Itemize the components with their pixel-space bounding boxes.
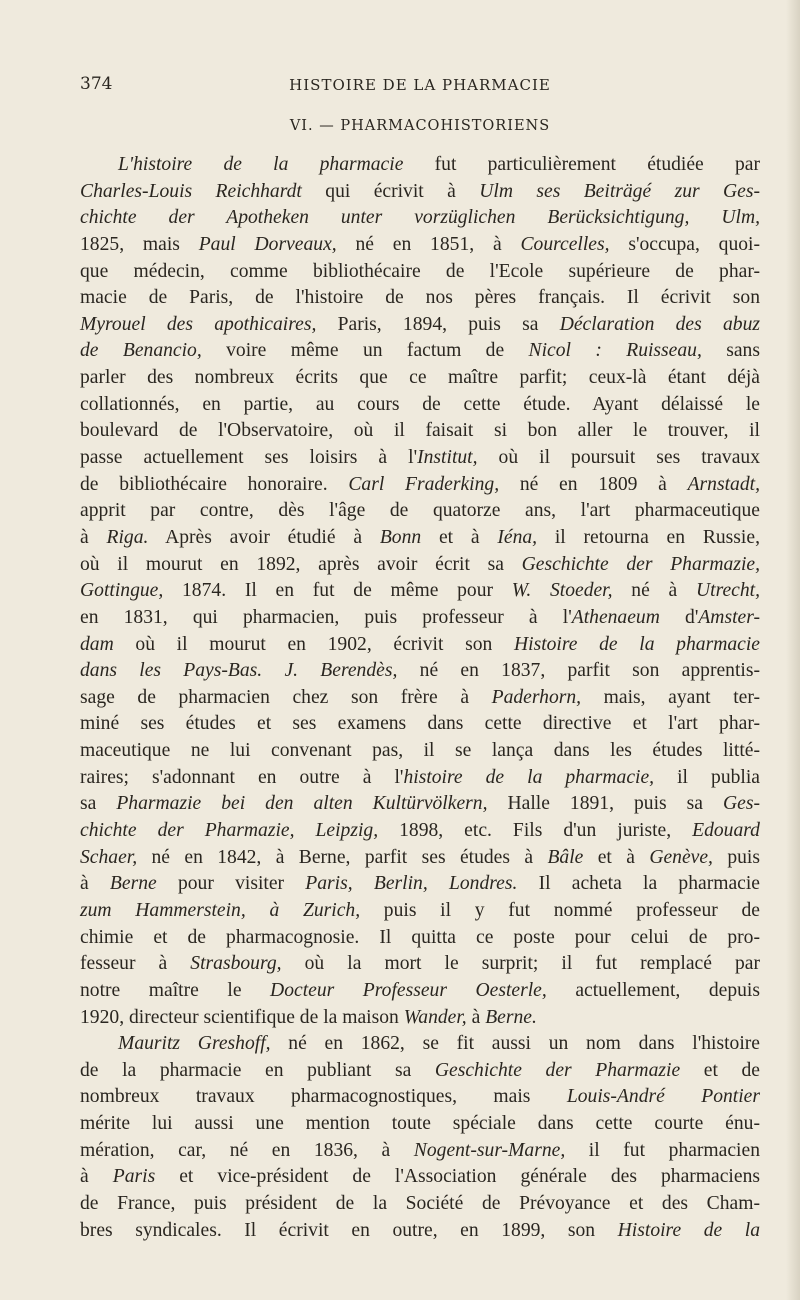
italic-phrase: L'histoire de la pharmacie (118, 154, 404, 175)
text-line (80, 498, 760, 525)
text-run: à (466, 1006, 486, 1028)
text-run: bres syndicales. Il écrivit en outre, en 1899, son (80, 1219, 618, 1241)
italic-phrase: Berne. (485, 1006, 537, 1028)
italic-phrase: Utrecht, (695, 580, 760, 602)
text-run: passe actuellement ses loisirs à l' (80, 447, 418, 469)
italic-phrase: Geschichte der Pharmazie (434, 1059, 681, 1081)
text-run: miné ses études et ses examens dans cette directive et l'art phar- (80, 713, 760, 735)
text-run: fut particulièrement étudiée par (403, 154, 760, 175)
text-run: né à (612, 580, 696, 602)
text-run: nombreux travaux pharmacognostiques, mais (80, 1086, 567, 1108)
text-line (80, 418, 760, 445)
text-run: et à (583, 846, 650, 868)
text-line (80, 338, 760, 365)
text-line (80, 1005, 760, 1032)
text-line (80, 525, 760, 552)
text-run (689, 207, 721, 228)
text-line (80, 738, 760, 765)
text-run: chimie et de pharmacognosie. Il quitta ce poste pour celui de pro- (80, 926, 760, 948)
text-run: que médecin, comme bibliothécaire de l'Ecole supérieure de phar- (80, 260, 760, 282)
text-run: de bibliothécaire honoraire. (80, 473, 349, 495)
italic-phrase: Paris (112, 1166, 156, 1188)
italic-phrase: Mauritz Greshoff, (118, 1033, 271, 1055)
text-line (80, 632, 760, 659)
italic-phrase: Arnstadt, (687, 473, 760, 495)
italic-phrase: Riga. (106, 526, 149, 548)
text-line (80, 845, 760, 872)
italic-phrase: Strasbourg, (190, 953, 282, 975)
text-run: qui écrivit à (301, 180, 480, 202)
text-run: sa (80, 793, 117, 815)
text-run: s'occupa, quoi- (609, 233, 761, 255)
text-line (80, 711, 760, 738)
text-line (80, 658, 760, 685)
text-run: et vice-président de l'Association générale des pharmaciens (155, 1166, 760, 1188)
italic-phrase: Paul Dorveaux, (198, 233, 337, 255)
italic-phrase: Nicol : Ruisseau, (528, 340, 702, 362)
text-run: boulevard de l'Observatoire, où il faisait si bon aller le trouver, il (80, 420, 760, 442)
text-run: Halle 1891, puis sa (487, 793, 723, 815)
text-line (80, 1218, 760, 1245)
text-run: en 1831, qui pharmacien, puis professeur à l' (80, 606, 572, 628)
italic-phrase: W. Stoeder, (511, 580, 613, 602)
text-run: voire même un factum de (201, 340, 529, 362)
text-run: raires; s'adonnant en outre à l' (80, 766, 404, 788)
text-line (80, 152, 760, 179)
text-line (80, 578, 760, 605)
italic-phrase: Carl Fraderking, (348, 473, 500, 495)
italic-phrase: Gottingue, (80, 580, 164, 602)
italic-phrase: Pharmazie bei den alten Kultürvölkern, (116, 793, 488, 815)
text-line (80, 1191, 760, 1218)
italic-phrase: chichte der Pharmazie, Leipzig, (80, 820, 379, 842)
text-line (80, 472, 760, 499)
text-line (80, 392, 760, 419)
text-run: pour visiter (156, 873, 306, 895)
italic-phrase: Charles-Louis Reichhardt (80, 180, 302, 202)
italic-phrase: Bâle (547, 846, 584, 868)
italic-phrase: Paris, Berlin, Londres. (305, 873, 518, 895)
italic-phrase: Berne (109, 873, 157, 895)
text-run: il publia (654, 766, 760, 788)
italic-phrase: Ulm ses Beiträgé zur Ges- (479, 180, 761, 202)
text-run: maceutique ne lui convenant pas, il se lança dans les études litté- (80, 740, 760, 762)
text-line (80, 898, 760, 925)
text-line (80, 685, 760, 712)
text-line (80, 1164, 760, 1191)
text-run: à (80, 873, 110, 895)
text-run: né en 1837, parfit son apprentis- (397, 660, 760, 682)
italic-phrase: Courcelles, (520, 233, 610, 255)
text-run: 1898, etc. Fils d'un juriste, (378, 820, 693, 842)
text-line (80, 365, 760, 392)
italic-phrase: Docteur Professeur Oesterle, (270, 979, 547, 1001)
text-run: mération, car, né en 1836, à (80, 1139, 414, 1161)
text-line (80, 1084, 760, 1111)
text-run: fesseur à (80, 953, 191, 975)
text-run: 1874. Il en fut de même pour (163, 580, 512, 602)
text-run: de France, puis président de la Société de Prévoyance et des Cham- (80, 1192, 760, 1214)
text-run: notre maître le (80, 979, 271, 1001)
text-line (80, 1031, 760, 1058)
text-run: où il mourut en 1892, après avoir écrit sa (80, 553, 522, 575)
text-run: il fut pharmacien (565, 1139, 760, 1161)
text-line (80, 445, 760, 472)
text-line (80, 951, 760, 978)
italic-phrase: histoire de la pharmacie, (403, 766, 655, 788)
text-run: Il acheta la pharmacie (517, 873, 760, 895)
italic-phrase: Schaer, (80, 846, 138, 868)
text-line (80, 285, 760, 312)
italic-phrase: Déclaration des abuz (559, 313, 760, 335)
text-run: et de (680, 1059, 760, 1081)
italic-phrase: Wander, (403, 1006, 467, 1028)
text-run: où il mourut en 1902, écrivit son (113, 633, 514, 655)
text-run: apprit par contre, dès l'âge de quatorze ans, l'art pharmaceutique (80, 500, 760, 522)
text-run: il retourna en Russie, (537, 526, 760, 548)
text-line (80, 1111, 760, 1138)
text-run: Paris, 1894, puis sa (316, 313, 560, 335)
text-run: puis (712, 846, 760, 868)
italic-phrase: Institut, (417, 447, 478, 469)
text-run: sage de pharmacien chez son frère à (80, 686, 492, 708)
text-run: né en 1862, se fit aussi un nom dans l'histoire (270, 1033, 760, 1055)
italic-phrase: Myrouel des apothicaires, (80, 313, 317, 335)
text-run: sans (701, 340, 760, 362)
text-line (80, 978, 760, 1005)
text-run: à (80, 526, 107, 548)
text-line (80, 179, 760, 206)
text-run: parler des nombreux écrits que ce maître parfit; ceux-là étant déjà (80, 367, 760, 389)
text-run: où la mort le surprit; il fut remplacé par (281, 953, 761, 975)
page-number: 374 (80, 74, 113, 94)
italic-phrase: Athenaeum (571, 606, 660, 628)
italic-phrase: dam (80, 633, 114, 655)
text-run: de la pharmacie en publiant sa (80, 1059, 435, 1081)
text-run: puis il y fut nommé professeur de (360, 899, 760, 921)
text-line (80, 312, 760, 339)
text-line (80, 552, 760, 579)
text-line (80, 871, 760, 898)
text-line (80, 791, 760, 818)
italic-phrase: Histoire de la (617, 1219, 761, 1241)
italic-phrase: Bonn (379, 526, 422, 548)
text-line (80, 1058, 760, 1085)
text-line (80, 259, 760, 286)
text-run: macie de Paris, de l'histoire de nos pères français. Il écrivit son (80, 287, 760, 309)
italic-phrase: Ges- (722, 793, 760, 815)
italic-phrase: zum Hammerstein, à Zurich, (80, 899, 361, 921)
italic-phrase: Genève, (649, 846, 713, 868)
text-run: mérite lui aussi une mention toute spéciale dans cette courte énu- (80, 1113, 760, 1135)
italic-phrase: Histoire de la pharmacie (513, 633, 760, 655)
italic-phrase: de Benancio, (80, 340, 202, 362)
italic-phrase: Amster- (698, 606, 760, 628)
text-run: Après avoir étudié à (148, 526, 380, 548)
text-run: né en 1851, à (336, 233, 521, 255)
text-line (80, 605, 760, 632)
text-run: où il poursuit ses travaux (477, 447, 760, 469)
text-run: mais, ayant ter- (581, 686, 760, 708)
running-head: HISTOIRE DE LA PHARMACIE (289, 76, 551, 94)
text-run: et à (421, 526, 498, 548)
text-run: à (80, 1166, 113, 1188)
text-run: 1920, directeur scientifique de la maison (80, 1006, 404, 1028)
italic-phrase: Edouard (692, 820, 760, 842)
italic-phrase: Geschichte der Pharmazie, (521, 553, 760, 575)
page-edge-shadow (786, 0, 800, 1300)
italic-phrase: Paderhorn, (491, 686, 582, 708)
italic-phrase: Iéna, (497, 526, 538, 548)
text-run: d' (659, 606, 699, 628)
page-header (80, 74, 760, 96)
text-run: né en 1842, à Berne, parfit ses études à (137, 846, 548, 868)
body-text (80, 152, 760, 1244)
italic-phrase: dans les Pays-Bas. J. Berendès, (80, 660, 398, 682)
text-run: actuellement, depuis (546, 979, 760, 1001)
section-title: VI. — PHARMACOHISTORIENS (289, 118, 551, 134)
italic-phrase: Louis-André Pontier (566, 1086, 761, 1108)
italic-phrase: Nogent-sur-Marne, (413, 1139, 566, 1161)
text-line (80, 818, 760, 845)
text-run: né en 1809 à (499, 473, 688, 495)
text-line (80, 765, 760, 792)
text-run: 1825, mais (80, 233, 199, 255)
italic-phrase: chichte der Apotheken unter vorzüglichen Berücksichtigung, (80, 207, 690, 229)
text-line (80, 1138, 760, 1165)
text-run: collationnés, en partie, au cours de cette étude. Ayant délaissé le (80, 393, 760, 415)
italic-phrase: Ulm, (721, 207, 760, 229)
text-line (80, 205, 760, 232)
text-line (80, 232, 760, 259)
text-line (80, 925, 760, 952)
